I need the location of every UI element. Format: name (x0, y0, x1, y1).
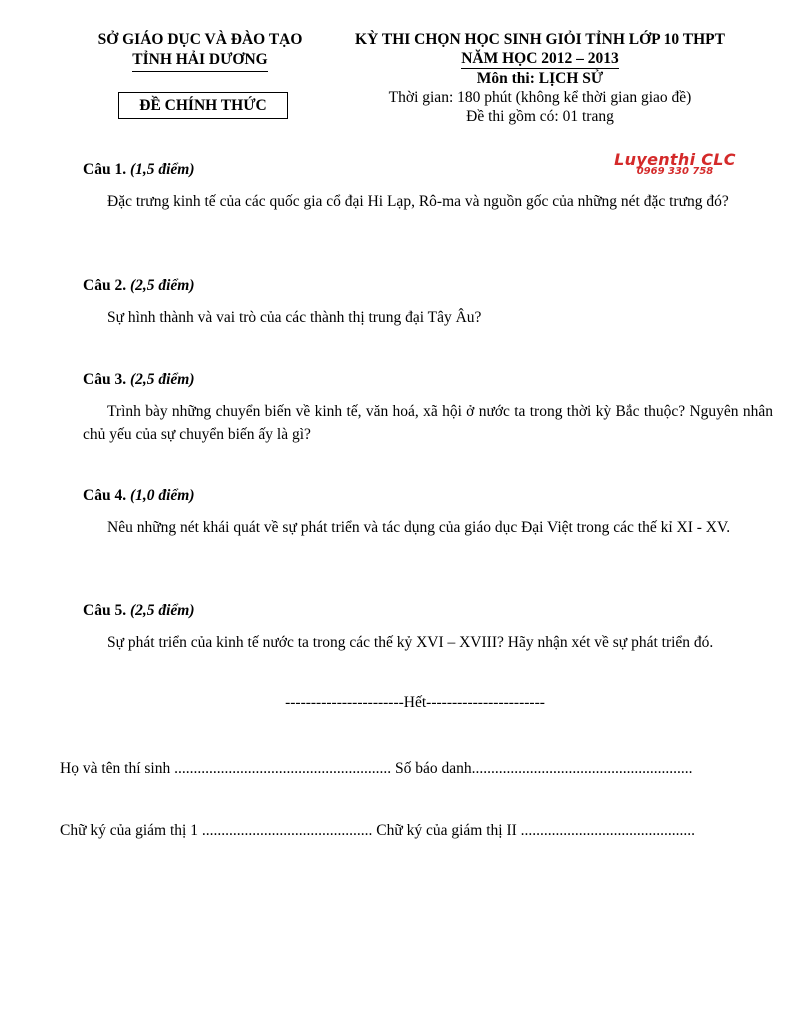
proctor-signature-line: Chữ ký của giám thị 1 ............................................ Chữ ký của giám thị II ............................................. (60, 822, 696, 839)
question-4 (83, 484, 773, 539)
question-1 (83, 158, 773, 213)
exam-header (320, 30, 760, 126)
question-text: Sự hình thành và vai trò của các thành thị trung đại Tây Âu? (107, 309, 482, 326)
question-label: Câu 2. (83, 277, 127, 294)
issuing-department (60, 30, 340, 72)
department-line-2: TỈNH HẢI DƯƠNG (132, 50, 268, 72)
question-text: Đặc trưng kinh tế của các quốc gia cổ đại Hi Lạp, Rô-ma và nguồn gốc của những nét đặc trưng đó? (107, 193, 729, 210)
exam-page-count: Đề thi gồm có: 01 trang (466, 108, 614, 125)
question-text: Nêu những nét khái quát về sự phát triển và tác dụng của giáo dục Đại Việt trong các thế kỉ XI - XV. (107, 519, 731, 536)
question-text: Sự phát triển của kinh tế nước ta trong các thế kỷ XVI – XVIII? Hãy nhận xét về sự phát triển đó. (107, 634, 714, 651)
question-points: (2,5 điểm) (129, 602, 195, 619)
question-points: (2,5 điểm) (129, 371, 195, 388)
exam-subject: Môn thi: LỊCH SỬ (476, 70, 604, 87)
question-points: (1,0 điểm) (129, 487, 195, 504)
question-label: Câu 5. (83, 602, 127, 619)
question-5 (83, 599, 773, 654)
watermark-name: Luyenthi CLC (614, 150, 736, 169)
candidate-info-line: Họ và tên thí sinh ........................................................ Số báo danh......................................................... (60, 760, 693, 777)
question-label: Câu 4. (83, 487, 127, 504)
question-label: Câu 3. (83, 371, 127, 388)
question-3 (83, 368, 773, 446)
exam-duration: Thời gian: 180 phút (không kể thời gian giao đề) (388, 89, 692, 106)
question-2 (83, 274, 773, 329)
question-points: (1,5 điểm) (129, 161, 195, 178)
department-line-1: SỞ GIÁO DỤC VÀ ĐÀO TẠO (97, 31, 303, 48)
exam-title: KỲ THI CHỌN HỌC SINH GIỎI TỈNH LỚP 10 THPT (355, 31, 725, 48)
question-text: Trình bày những chuyển biến về kinh tế, văn hoá, xã hội ở nước ta trong thời kỳ Bắc thuộc? Nguyên nhân chủ yếu của sự chuyển biến ấy là gì? (83, 403, 773, 443)
school-year: NĂM HỌC 2012 – 2013 (461, 50, 619, 67)
watermark-phone: 0969 330 758 (636, 166, 714, 177)
question-label: Câu 1. (83, 161, 127, 178)
end-marker: -----------------------Hết----------------------- (285, 694, 545, 711)
question-points: (2,5 điểm) (129, 277, 195, 294)
official-exam-label: ĐỀ CHÍNH THỨC (118, 92, 288, 119)
